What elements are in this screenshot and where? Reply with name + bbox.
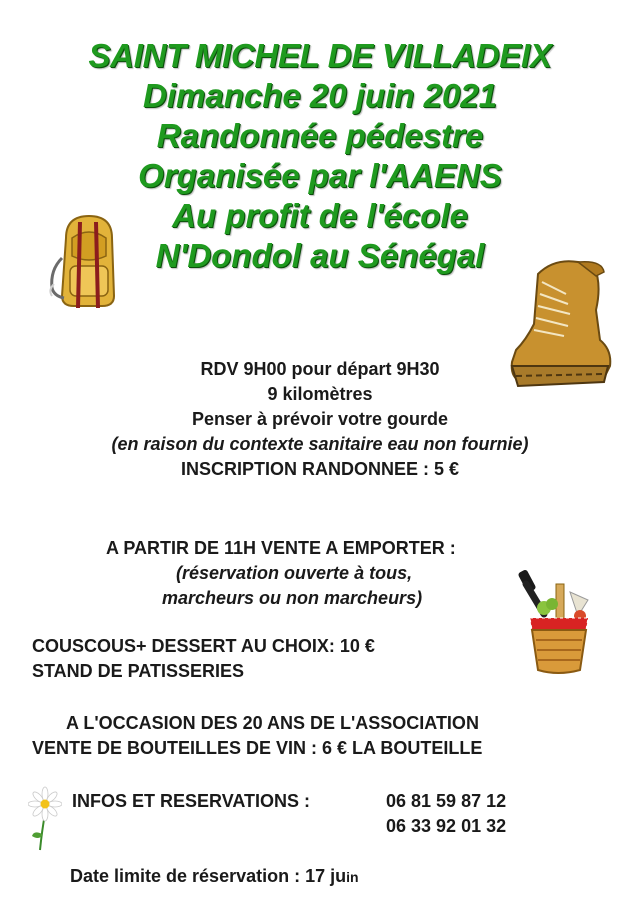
title-beneficiary: Au profit de l'école	[172, 197, 468, 234]
title-date: Dimanche 20 juin 2021	[143, 77, 497, 114]
backpack-icon	[44, 208, 130, 316]
title-village: SAINT MICHEL DE VILLADEIX	[88, 37, 552, 74]
reservation-deadline	[70, 864, 359, 889]
contact-label: INFOS ET RESERVATIONS :	[72, 791, 311, 811]
phone-number-2[interactable]: 06 33 92 01 32	[386, 816, 507, 836]
title-event: Randonnée pédestre	[156, 117, 484, 154]
title-school: N'Dondol au Sénégal	[155, 237, 485, 274]
water-note: (en raison du contexte sanitaire eau non fournie)	[111, 434, 529, 454]
registration-fee: INSCRIPTION RANDONNEE : 5 €	[180, 459, 460, 479]
wine-sale-line: VENTE DE BOUTEILLES DE VIN : 6 € LA BOUTEILLE	[32, 738, 483, 758]
hike-distance: 9 kilomètres	[267, 384, 373, 404]
pastry-stand: STAND DE PATISSERIES	[32, 661, 245, 681]
deadline-label: Date limite de réservation : 17 ju	[70, 866, 347, 886]
sale-note-1: (réservation ouverte à tous,	[176, 563, 413, 583]
sale-note-2: marcheurs ou non marcheurs)	[162, 588, 423, 608]
phone-number-1[interactable]: 06 81 59 87 12	[386, 791, 507, 811]
sale-heading: A PARTIR DE 11H VENTE A EMPORTER :	[106, 538, 456, 558]
title-organizer: Organisée par l'AAENS	[138, 157, 502, 194]
deadline-tail: in	[346, 869, 359, 885]
rdv-time: RDV 9H00 pour départ 9H30	[200, 359, 440, 379]
gourde-reminder: Penser à prévoir votre gourde	[191, 409, 449, 429]
couscous-offer: COUSCOUS+ DESSERT AU CHOIX: 10 €	[32, 636, 375, 656]
picnic-basket-icon	[516, 566, 600, 678]
anniversary-line: A L'OCCASION DES 20 ANS DE L'ASSOCIATION	[66, 713, 479, 733]
daisy-icon	[28, 786, 62, 852]
